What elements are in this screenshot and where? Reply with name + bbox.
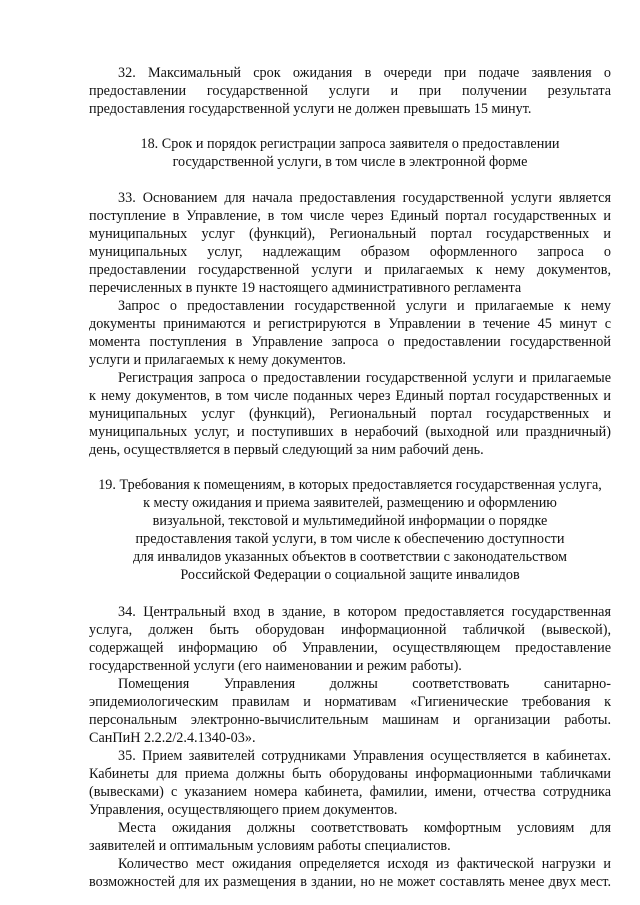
text-line: возможностей для их размещения в здании, но не может составлять менее двух мест. <box>89 874 611 890</box>
section-heading: 18. Срок и порядок регистрации запроса заявителя о предоставлении <box>140 136 560 152</box>
section-heading: Российской Федерации о социальной защите инвалидов <box>180 567 520 583</box>
section-heading: 19. Требования к помещениям, в которых предоставляется государственная услуга, <box>98 477 602 493</box>
text-line: эпидемиологическим правилам и нормативам «Гигиенические требования к <box>89 694 611 710</box>
text-line: Количество мест ожидания определяется исходя из фактической нагрузки и <box>118 856 611 872</box>
text-line: Запрос о предоставлении государственной услуги и прилагаемые к нему <box>118 298 611 314</box>
text-line: поступление в Управление, в том числе через Единый портал государственных и <box>89 208 611 224</box>
text-line: заявителей и оптимальным условиям работы специалистов. <box>89 838 451 854</box>
text-line: Управления, осуществляющего прием документов. <box>89 802 398 818</box>
text-line: муниципальных услуг (функций), Региональный портал государственных и <box>89 406 611 422</box>
section-heading: визуальной, текстовой и мультимедийной информации о порядке <box>152 513 548 529</box>
text-line: предоставления государственной услуги не должен превышать 15 минут. <box>89 101 532 117</box>
text-line: персональным электронно-вычислительным машинам и организации работы. <box>89 712 611 728</box>
text-line: Места ожидания должны соответствовать комфортным условиям для <box>118 820 611 836</box>
text-line: к нему документов, в том числе поданных через Единый портал государственных и <box>89 388 611 404</box>
text-line: предоставлении государственной услуги и прилагаемых к нему документов, <box>89 262 611 278</box>
text-line: СанПиН 2.2.2/2.4.1340-03». <box>89 730 256 746</box>
text-line: предоставлении государственной услуги и при получении результата <box>89 83 611 99</box>
text-line: (вывесками) с указанием номера кабинета, фамилии, имени, отчества сотрудника <box>89 784 611 800</box>
section-heading: для инвалидов указанных объектов в соответствии с законодательством <box>132 549 568 565</box>
text-line: документы принимаются и регистрируются в Управлении в течение 45 минут с <box>89 316 611 332</box>
text-line: 32. Максимальный срок ожидания в очереди при подаче заявления о <box>118 65 611 81</box>
text-line: день, осуществляется в первый следующий за ним рабочий день. <box>89 442 484 458</box>
section-heading: государственной услуги, в том числе в электронной форме <box>172 154 528 170</box>
text-line: 35. Прием заявителей сотрудниками Управления осуществляется в кабинетах. <box>118 748 611 764</box>
text-line: муниципальных услуг (функций), Региональный портал государственных и <box>89 226 611 242</box>
text-line: перечисленных в пункте 19 настоящего административного регламента <box>89 280 522 296</box>
text-line: Регистрация запроса о предоставлении государственной услуги и прилагаемые <box>118 370 611 386</box>
text-line: Помещения Управления должны соответствовать санитарно- <box>118 676 611 692</box>
text-line: муниципальных услуг, и поступивших в нерабочий (выходной или праздничный) <box>89 424 611 440</box>
text-line: содержащей информацию об Управлении, осуществляющем предоставление <box>89 640 611 656</box>
section-heading: к месту ожидания и приема заявителей, размещению и оформлению <box>143 495 557 511</box>
text-line: государственной услуги (его наименовании и режим работы). <box>89 658 462 674</box>
text-line: услуги и прилагаемых к нему документов. <box>89 352 346 368</box>
text-line: Кабинеты для приема должны быть оборудованы информационными табличками <box>89 766 611 782</box>
section-heading: предоставления такой услуги, в том числе к обеспечению доступности <box>135 531 565 547</box>
text-line: услуга, должен быть оборудован информационной табличкой (вывеской), <box>89 622 611 638</box>
text-line: муниципальных услуг, надлежащим образом оформленного запроса о <box>89 244 611 260</box>
text-line: 33. Основанием для начала предоставления государственной услуги является <box>118 190 611 206</box>
text-line: момента поступления в Управление запроса о предоставлении государственной <box>89 334 611 350</box>
text-line: 34. Центральный вход в здание, в котором предоставляется государственная <box>118 604 611 620</box>
